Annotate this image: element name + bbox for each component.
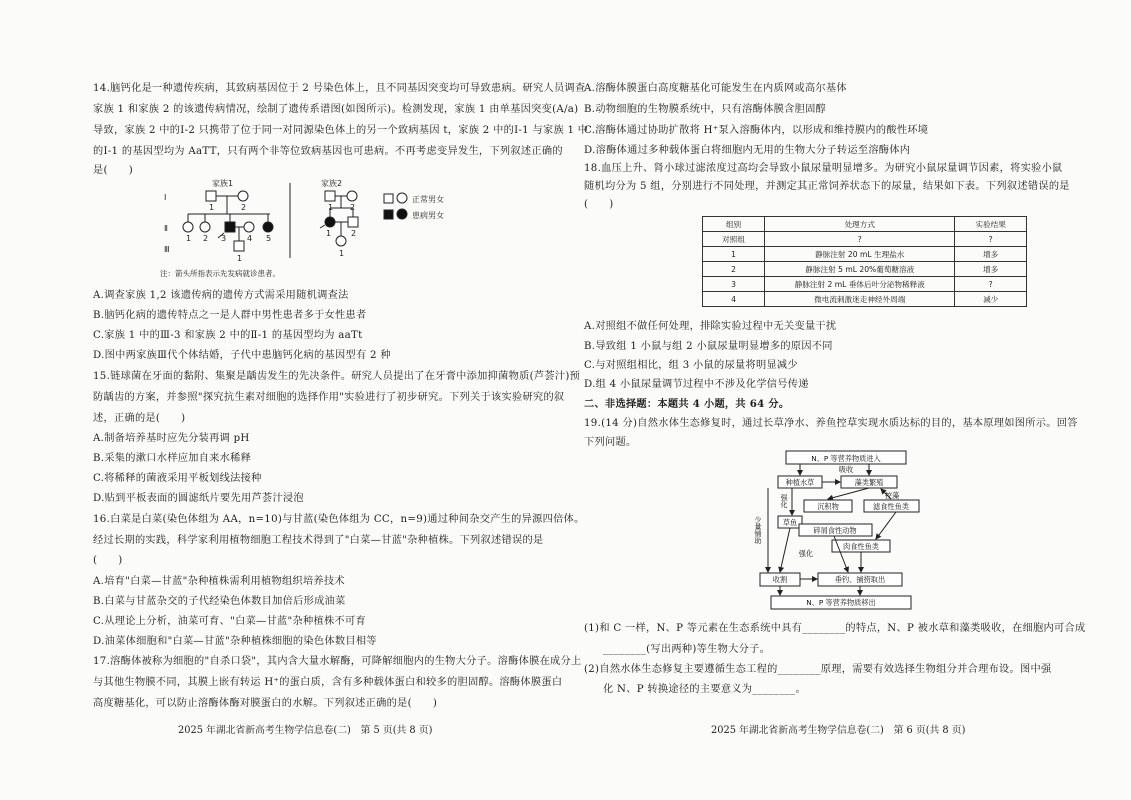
f2-II1-affected — [325, 217, 335, 227]
f1-III1-num: 1 — [237, 254, 243, 263]
f1-I2-num: 2 — [241, 203, 247, 212]
f1-II3-num: 3 — [221, 234, 227, 243]
q16-option-a: A.培育"白菜—甘蓝"杂种植株需利用植物组织培养技术 — [93, 576, 345, 587]
table-header-cell: 实验结果 — [955, 217, 1027, 232]
ecology-flow-diagram — [756, 448, 1016, 613]
q17-line1: 17.溶酶体被称为细胞的"自杀口袋"，其内含大量水解酶，可降解细胞内的生物大分子。溶酶体膜在成分上 — [93, 656, 582, 667]
q15-line3: 述，正确的是( ) — [93, 413, 186, 424]
table-cell: ? — [955, 277, 1027, 292]
q18-option-a: A.对照组不做任何处理，排除实验过程中无关变量干扰 — [584, 321, 837, 332]
f2-II2-num: 2 — [351, 229, 357, 238]
q15-line1: 15.链球菌在牙面的黏附、集聚是龋齿发生的先决条件。研究人员提出了在牙膏中添加抑菌物质(芦荟汁)预 — [93, 371, 581, 382]
f1-II4 — [244, 222, 254, 232]
detritivore-box: 碎屑食性动物 — [813, 526, 857, 535]
q15-option-c: C.将稀释的菌液采用平板划线法接种 — [93, 473, 262, 484]
q17-option-b: B.动物细胞的生物膜系统中，只有溶酶体膜含胆固醇 — [584, 104, 827, 115]
fishing-box: 垂钓、捕捞取出 — [834, 575, 886, 584]
q14-option-c: C.家族 1 中的Ⅲ-3 和家族 2 中的Ⅱ-1 的基因型均为 aaTt — [93, 330, 363, 341]
harvest-box: 收割 — [772, 575, 788, 584]
q19-part2-line1: (2)自然水体生态修复主要遵循生态工程的________原理，需要有效选择生物组分并合理布设。图中强 — [584, 664, 1052, 675]
q14-line2: 家族 1 和家族 2 的该遗传病情况，绘制了遗传系谱图(如图所示)。检测发现，家族 1 由单基因突变(A/a) — [93, 104, 579, 115]
f2-I2 — [347, 191, 357, 201]
table-cell: ? — [955, 232, 1027, 247]
table-cell: 微电流刺激迷走神经外周端 — [765, 292, 955, 307]
f2-I1 — [325, 191, 335, 201]
legend-normal: 正常男女 — [412, 195, 444, 204]
table-row — [703, 232, 1027, 247]
f2-I1-num: 1 — [328, 203, 334, 212]
q19-part2-line2: 化 N、P 转换途径的主要意义为________。 — [603, 684, 806, 695]
f2-II2 — [348, 217, 358, 227]
q17-option-a: A.溶酶体膜蛋白高度糖基化可能发生在内质网或高尔基体 — [584, 83, 847, 94]
q16-option-c: C.从理论上分析，油菜可育、"白菜—甘蓝"杂种植株不可育 — [93, 616, 366, 627]
control-algae-label: 控藻 — [884, 491, 900, 500]
q14-option-b: B.脑钙化病的遗传特点之一是人群中男性患者多于女性患者 — [93, 310, 367, 321]
q19-line1: 19.(14 分)自然水体生态修复时，通过长草净水、养鱼控草实现水质达标的目的，基本原理如图所示。回答 — [584, 418, 1078, 429]
q16-line3: ( ) — [93, 555, 123, 566]
filter-fish-box: 滤食性鱼类 — [873, 502, 909, 511]
strengthen-label-2: 强化 — [798, 549, 814, 558]
f1-I2-female — [238, 191, 248, 201]
q14-line4: 的Ⅰ-1 的基因型均为 AaTT，只有两个非等位致病基因也可患病。不再考虑变异发生，下列叙述正确的 — [93, 146, 563, 157]
left-footer: 2025 年湖北省新高考生物学信息卷(二) 第 5 页(共 8 页) — [178, 725, 433, 736]
q19-part1-line1: (1)和 C 一样，N、P 等元素在生态系统中具有________的特点，N、P 被水草和藻类吸收，在细胞内可合成 — [584, 623, 1086, 634]
q15-option-b: B.采集的漱口水样应加自来水稀释 — [93, 453, 252, 464]
pedigree-note: 注：箭头所指表示先发病就诊患者。 — [160, 269, 280, 278]
plant-grass-box: 种植水草 — [785, 478, 815, 487]
family1-label: 家族1 — [212, 179, 234, 188]
q18-option-b: B.导致组 1 小鼠与组 2 小鼠尿量明显增多的原因不同 — [584, 341, 833, 352]
table-cell: 静脉注射 20 mL 生理盐水 — [765, 247, 955, 262]
q14-option-d: D.图中两家族Ⅲ代个体结婚，子代中患脑钙化病的基因型有 2 种 — [93, 350, 391, 361]
strengthen-label-1: 强化 — [780, 494, 788, 508]
supplement-label: 少量铺助 — [754, 516, 762, 544]
carnivore-fish-box: 肉食性鱼类 — [843, 542, 879, 551]
table-cell: 减少 — [955, 292, 1027, 307]
q17-line3: 高度糖基化，可以防止溶酶体酶对膜蛋白的水解。下列叙述正确的是( ) — [93, 698, 438, 709]
table-cell: 增多 — [955, 247, 1027, 262]
gen1-label: Ⅰ — [164, 193, 167, 202]
q16-line2: 经过长期的实践，科学家利用植物细胞工程技术得到了"白菜—甘蓝"杂种植株。下列叙述错误的是 — [93, 535, 544, 546]
q17-option-c: C.溶酶体通过协助扩散将 H⁺泵入溶酶体内，以形成和维持膜内的酸性环境 — [584, 125, 929, 136]
q18-option-d: D.组 4 小鼠尿量调节过程中不涉及化学信号传递 — [584, 379, 809, 390]
f1-II3-affected — [225, 222, 235, 232]
legend-affected: 患病男女 — [412, 211, 444, 220]
f1-I1-male — [206, 191, 216, 201]
f2-III1-num: 1 — [339, 249, 345, 258]
f1-II1 — [183, 222, 193, 232]
table-row — [703, 292, 1027, 307]
table-cell: 静脉注射 5 mL 20%葡萄糖溶液 — [765, 262, 955, 277]
section-heading: 二、非选择题：本题共 4 小题，共 64 分。 — [584, 398, 790, 410]
q15-option-d: D.贴到平板表面的圆滤纸片要先用芦荟汁浸泡 — [93, 493, 304, 504]
q18-table — [702, 216, 1027, 307]
table-header-cell: 组别 — [703, 217, 765, 232]
q14-line1: 14.脑钙化是一种遗传疾病，其致病基因位于 2 号染色体上，且不同基因突变均可导致患病。研究人员调查 — [93, 83, 586, 94]
right-footer: 2025 年湖北省新高考生物学信息卷(二) 第 6 页(共 8 页) — [711, 725, 966, 736]
f2-II1-num: 1 — [326, 229, 332, 238]
table-header-cell: 处理方式 — [765, 217, 955, 232]
f1-II4-num: 4 — [247, 234, 253, 243]
algae-box: 藻类繁殖 — [854, 478, 884, 487]
f1-II5-num: 5 — [266, 234, 272, 243]
family2-label: 家族2 — [321, 179, 343, 188]
q14-line3: 导致，家族 2 中的Ⅰ-2 只携带了位于同一对同源染色体上的另一个致病基因 t，家族 2 中的Ⅰ-1 与家族 1 中 — [93, 125, 589, 136]
q15-option-a: A.制备培养基时应先分装再调 pH — [93, 433, 250, 444]
table-cell: 3 — [703, 277, 765, 292]
table-cell: 4 — [703, 292, 765, 307]
nutrient-input-box: N、P 等营养物质进入 — [811, 454, 881, 463]
table-row — [703, 247, 1027, 262]
pedigree-chart — [160, 178, 480, 280]
sediment-box: 沉积物 — [817, 502, 839, 511]
f2-I2-num: 2 — [350, 203, 356, 212]
f1-II2-num: 2 — [203, 234, 209, 243]
absorb-label: 吸收 — [838, 465, 854, 474]
table-cell: 静脉注射 2 mL 垂体后叶分泌物稀释液 — [765, 277, 955, 292]
table-header-row — [703, 217, 1027, 232]
table-row — [703, 277, 1027, 292]
q19-line2: 下列问题。 — [584, 437, 637, 448]
q17-option-d: D.溶酶体通过多种载体蛋白将细胞内无用的生物大分子转运至溶酶体内 — [584, 145, 911, 156]
q17-line2: 与其他生物膜不同，其膜上嵌有转运 H⁺的蛋白质，含有多种载体蛋白和较多的胆固醇。溶酶体膜蛋白 — [93, 677, 563, 688]
f1-II1-num: 1 — [186, 234, 192, 243]
nutrient-output-box: N、P 等营养物质移出 — [806, 598, 876, 607]
table-row — [703, 262, 1027, 277]
q16-option-d: D.油菜体细胞和"白菜—甘蓝"杂种植株细胞的染色体数目相等 — [93, 636, 377, 647]
f1-II5-affected — [263, 222, 273, 232]
q16-line1: 16.白菜是白菜(染色体组为 AA，n=10)与甘蓝(染色体组为 CC，n=9)通过种间杂交产生的异源四倍体。 — [93, 514, 585, 525]
table-cell: 对照组 — [703, 232, 765, 247]
q15-line2: 防龋齿的方案，并参照"探究抗生素对细胞的选择作用"实验进行了初步研究。下列关于该实验研究的叙 — [93, 392, 565, 403]
gen3-label: Ⅲ — [164, 245, 170, 254]
f1-I1-num: 1 — [209, 203, 215, 212]
q18-option-c: C.与对照组相比，组 3 小鼠的尿量将明显减少 — [584, 360, 798, 371]
table-cell: 1 — [703, 247, 765, 262]
q19-part1-line2: ________(写出两种)等生物大分子。 — [603, 644, 771, 655]
q14-option-a: A.调查家族 1,2 该遗传病的遗传方式需采用随机调查法 — [93, 290, 349, 301]
q14-line5: 是( ) — [93, 165, 134, 176]
q18-line2: 随机均分为 5 组，分别进行不同处理，并测定其正常饲养状态下的尿量，结果如下表。下列叙述错误的是 — [584, 181, 1070, 192]
grass-carp-box: 草鱼 — [782, 518, 798, 527]
q16-option-b: B.白菜与甘蓝杂交的子代经染色体数目加倍后形成油菜 — [93, 596, 346, 607]
q18-line3: ( ) — [584, 199, 614, 210]
gen2-label: Ⅱ — [164, 224, 168, 233]
table-cell: 2 — [703, 262, 765, 277]
table-cell: 增多 — [955, 262, 1027, 277]
f1-III1 — [234, 241, 244, 251]
q18-line1: 18.血压上升、肾小球过滤浓度过高均会导致小鼠尿量明显增多。为研究小鼠尿量调节因素，将实验小鼠 — [584, 163, 1063, 174]
f2-III1 — [336, 236, 346, 246]
f1-II2 — [200, 222, 210, 232]
table-cell: ? — [765, 232, 955, 247]
